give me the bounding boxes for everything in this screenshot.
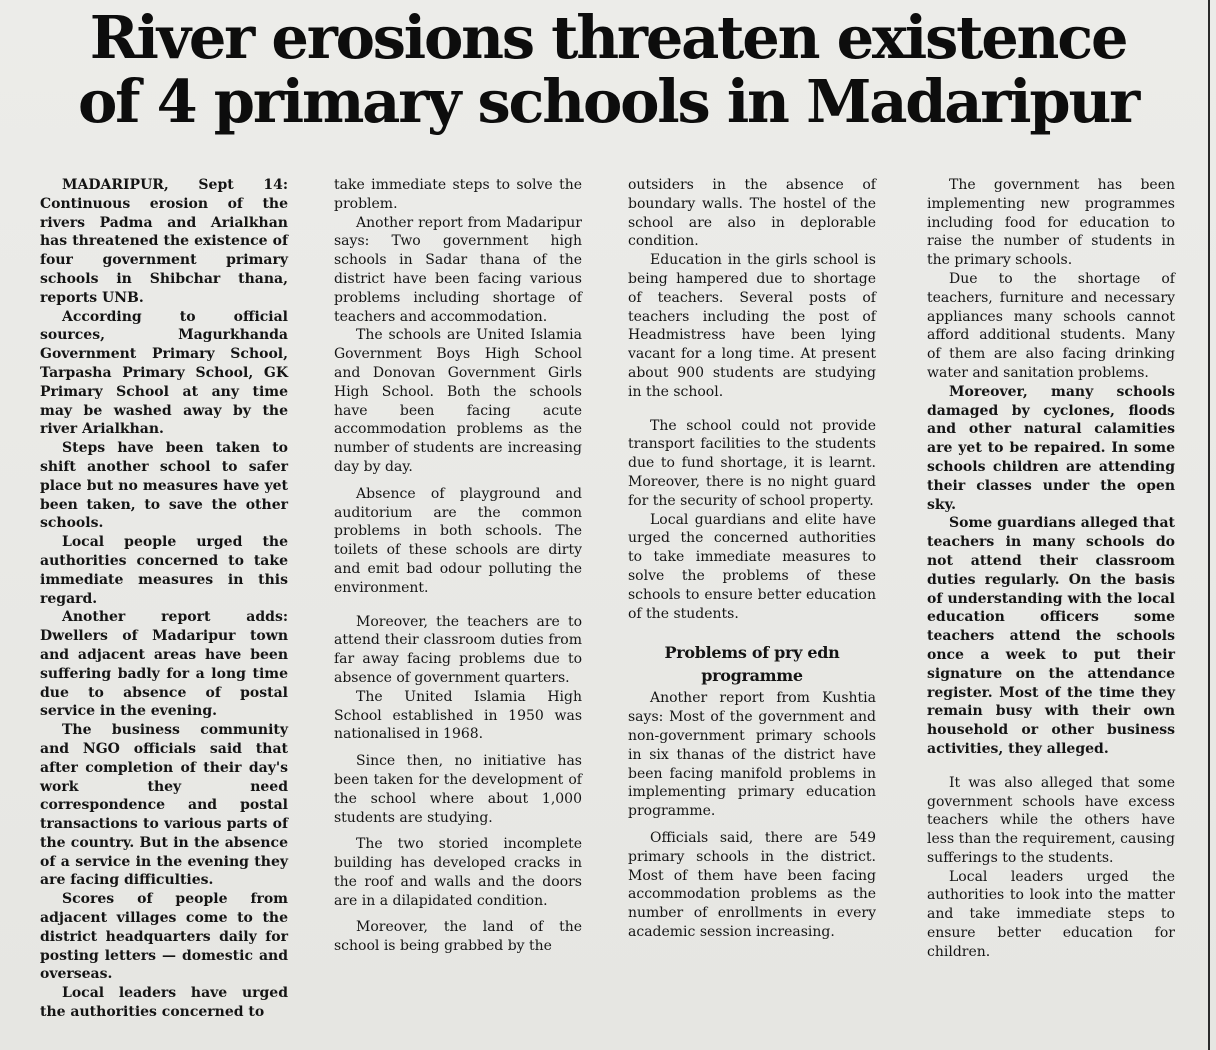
- paragraph: MADARIPUR, Sept 14: Continuous erosion of the rivers Padma and Arialkhan has threatened the existence of four government primary schools in Shibchar thana, reports UNB.: [40, 177, 288, 306]
- paragraph: Local leaders have urged the authorities concerned to: [40, 985, 288, 1021]
- paragraph: Moreover, many schools damaged by cyclones, floods and other natural calamities are yet to be repaired. In some schools children are attending their classes under the open sky.: [927, 383, 1175, 513]
- paragraph: Since then, no initiative has been taken for the development of the school where about 1,000 students are studying.: [334, 753, 582, 826]
- paragraph: The business community and NGO officials said that after completion of their day's work they need correspondence and postal transactions to various parts of the country. But in the absence of a service in the evening they are facing difficulties.: [40, 722, 288, 889]
- paragraph: Education in the girls school is being hampered due to shortage of teachers. Several posts of teachers including the post of Headmistress have been lying vacant for a long time. At present about 900 students are studying in the school.: [628, 252, 876, 400]
- paragraph: Local leaders urged the authorities to look into the matter and take immediate steps to ensure better education for children.: [927, 868, 1175, 960]
- paragraph: The government has been implementing new programmes including food for education to raise the number of students in the primary schools.: [927, 177, 1175, 269]
- paragraph: Another report from Kushtia says: Most of the government and non-government primary schools in six thanas of the district have been facing manifold problems in implementing primary education programme.: [628, 690, 876, 820]
- column-2: [334, 176, 582, 956]
- paragraph: Another report adds: Dwellers of Madaripur town and adjacent areas have been suffering badly for a long time due to absence of postal service in the evening.: [40, 609, 288, 720]
- paragraph: Some guardians alleged that teachers in many schools do not attend their classroom duties regularly. On the basis of understanding with the local education officers some teachers attend the schools once a week to put their signature on the attendance register. Most of the time they remain busy with their own household or other business activities, they alleged.: [927, 515, 1175, 757]
- paragraph: According to official sources, Magurkhanda Government Primary School, Tarpasha Primary School, GK Primary School at any time may be washed away by the river Arialkhan.: [40, 308, 288, 438]
- paragraph: The schools are United Islamia Government Boys High School and Donovan Government Girls High School. Both the schools have been facing acute accommodation problems as the number of students are increasing day by day.: [334, 327, 582, 475]
- paragraph: Moreover, the teachers are to attend their classroom duties from far away facing problems due to absence of government quarters.: [334, 613, 582, 686]
- paragraph: Steps have been taken to shift another school to safer place but no measures have yet been taken, to save the other schools.: [40, 440, 288, 532]
- headline: [20, 3, 1196, 136]
- paragraph: Local people urged the authorities concerned to take immediate measures in this regard.: [40, 534, 288, 607]
- paragraph: Another report from Madaripur says: Two government high schools in Sadar thana of the district have been facing various problems including shortage of teachers and accommodation.: [334, 214, 582, 325]
- paragraph: Officials said, there are 549 primary schools in the district. Most of them have been facing accommodation problems as the number of enrollments in every academic session increasing.: [628, 829, 876, 940]
- column-4: [927, 176, 1175, 962]
- paragraph: The United Islamia High School established in 1950 was nationalised in 1968.: [334, 688, 582, 743]
- column-1: [40, 176, 288, 1022]
- paragraph: take immediate steps to solve the problem.: [334, 177, 582, 212]
- paragraph: Absence of playground and auditorium are the common problems in both schools. The toilets of these schools are dirty and emit bad odour polluting the environment.: [334, 485, 582, 596]
- paragraph: It was also alleged that some government schools have excess teachers while the others have less than the requirement, causing sufferings to the students.: [927, 774, 1175, 866]
- paragraph: outsiders in the absence of boundary walls. The hostel of the school are also in deplorable condition.: [628, 177, 876, 250]
- paragraph: Local guardians and elite have urged the concerned authorities to take immediate measures to solve the problems of these schools to ensure better education of the students.: [628, 511, 876, 622]
- column-rule: [1208, 0, 1210, 1050]
- paragraph: The school could not provide transport facilities to the students due to fund shortage, it is learnt. Moreover, there is no night guard for the security of school property.: [628, 417, 876, 509]
- paragraph: Moreover, the land of the school is being grabbed by the: [334, 919, 582, 955]
- headline-line-1: River erosions threaten existence: [89, 3, 1127, 72]
- headline-line-2: of 4 primary schools in Madaripur: [77, 67, 1139, 136]
- subheading: Problems of pry edn programme: [664, 643, 840, 686]
- paragraph: The two storied incomplete building has developed cracks in the roof and walls and the doors are in a dilapidated condition.: [334, 836, 582, 909]
- paragraph: Scores of people from adjacent villages come to the district headquarters daily for posting letters — domestic and overseas.: [40, 891, 288, 983]
- column-3: [628, 176, 876, 942]
- paragraph: Due to the shortage of teachers, furniture and necessary appliances many schools cannot afford additional students. Many of them are also facing drinking water and sanitation problems.: [927, 270, 1175, 381]
